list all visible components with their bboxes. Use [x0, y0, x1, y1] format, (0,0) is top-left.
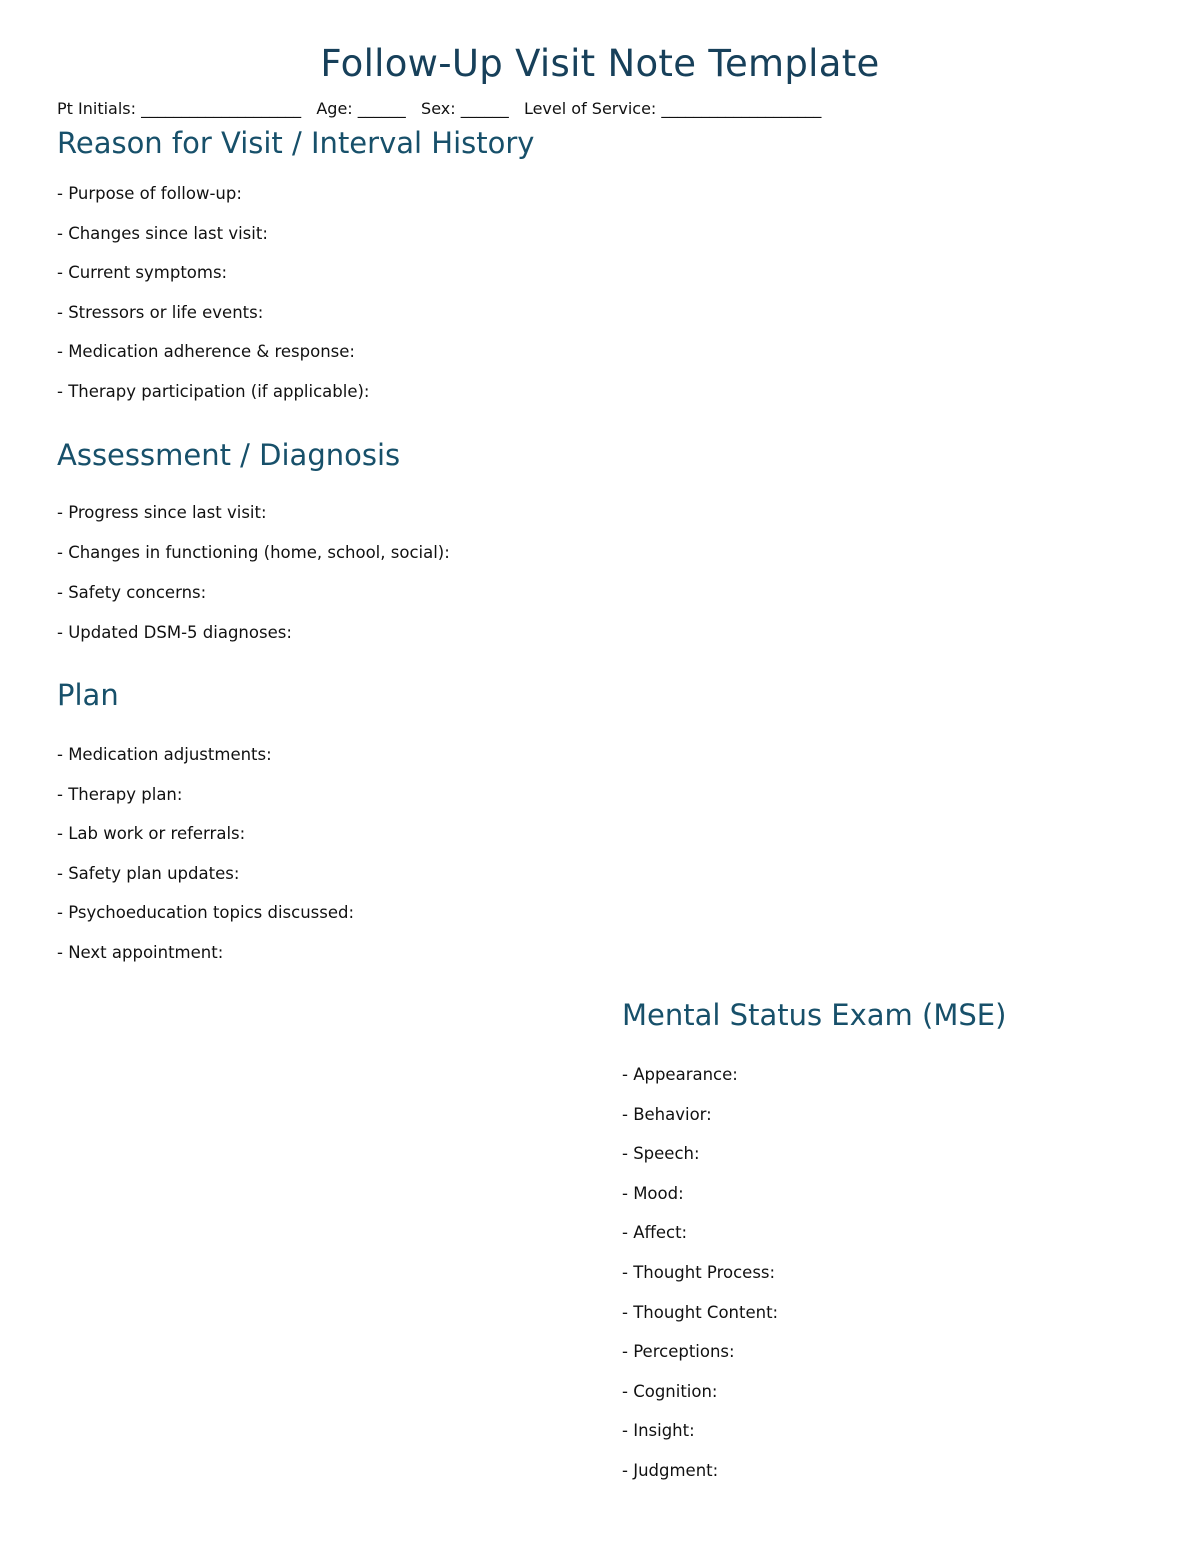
list-item: - Medication adjustments: [57, 745, 272, 764]
assessment-items-list [57, 502, 450, 662]
list-item: - Therapy participation (if applicable): [57, 381, 370, 401]
list-item: - Updated DSM-5 diagnoses: [57, 623, 292, 642]
list-item: - Changes in functioning (home, school, social): [57, 543, 450, 562]
section-heading-plan: Plan [57, 678, 119, 712]
list-item: - Changes since last visit: [57, 223, 268, 243]
document-title: Follow-Up Visit Note Template [320, 42, 880, 85]
section-heading-reason: Reason for Visit / Interval History [57, 126, 535, 160]
list-item: - Thought Content: [622, 1302, 779, 1322]
mse-items-list [622, 1064, 778, 1500]
list-item: - Mood: [622, 1183, 684, 1203]
list-item: - Medication adherence & response: [57, 342, 355, 362]
list-item: - Psychoeducation topics discussed: [57, 903, 355, 923]
list-item: - Next appointment: [57, 942, 224, 962]
list-item: - Current symptoms: [57, 263, 228, 283]
list-item: - Lab work or referrals: [57, 824, 246, 844]
list-item: - Safety plan updates: [57, 863, 240, 883]
list-item: - Behavior: [622, 1104, 712, 1124]
list-item: - Perceptions: [622, 1342, 735, 1362]
list-item: - Insight: [622, 1421, 695, 1441]
list-item: - Judgment: [622, 1460, 719, 1480]
list-item: - Cognition: [622, 1381, 718, 1401]
list-item: - Purpose of follow-up: [57, 184, 242, 203]
section-heading-mse: Mental Status Exam (MSE) [622, 998, 1007, 1032]
list-item: - Speech: [622, 1144, 700, 1164]
list-item: - Affect: [622, 1223, 688, 1243]
list-item: - Stressors or life events: [57, 302, 264, 322]
list-item: - Thought Process: [622, 1262, 776, 1282]
list-item: - Progress since last visit: [57, 503, 267, 522]
section-heading-assessment: Assessment / Diagnosis [57, 438, 401, 472]
list-item: - Therapy plan: [57, 784, 183, 804]
patient-info-line: Pt Initials: ____________________ Age: ______ Sex: ______ Level of Service: ____________________ [57, 99, 822, 118]
list-item: - Safety concerns: [57, 583, 207, 602]
list-item: - Appearance: [622, 1065, 738, 1084]
plan-items-list [57, 744, 354, 982]
reason-items-list [57, 183, 369, 421]
